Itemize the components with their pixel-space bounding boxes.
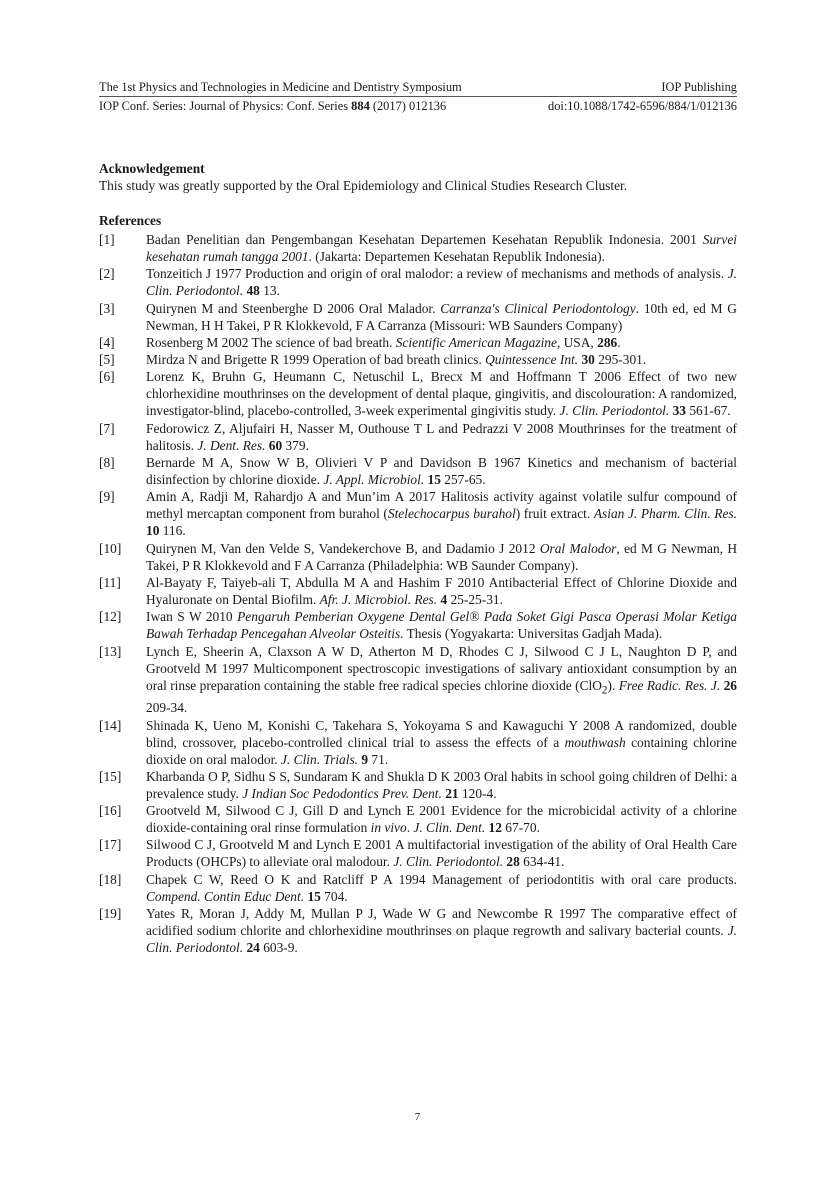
reference-segment: 257-65. — [440, 472, 486, 488]
reference-segment: 379. — [282, 437, 309, 453]
reference-segment: , ed M G Newman, H Takei, P R Klokkevold and F A Carranza (Philadelphia: WB Saunder Company). — [146, 540, 737, 573]
reference-italic-segment: Afr. J. Microbiol. Res. — [319, 591, 438, 607]
reference-segment: Shinada K, Ueno M, Konishi C, Takehara S, Yokoyama S and Kawaguchi Y 2008 A randomized, double blind, crossover, placebo-controlled clinical trial to assess the effects of a — [146, 717, 737, 750]
reference-segment: ) fruit extract. — [515, 506, 594, 522]
reference-text — [146, 609, 737, 641]
page-number: 7 — [414, 1111, 421, 1123]
reference-number: [6] — [99, 369, 115, 385]
reference-text — [146, 644, 737, 716]
reference-italic-segment: J. Clin. Periodontol. — [393, 854, 504, 870]
reference-italic-segment: J. Clin. Periodontol. — [559, 403, 670, 419]
reference-segment: Bernarde M A, Snow W B, Olivieri V P and Davidson B 1967 Kinetics and mechanism of bacterial disinfection by chlorine dioxide. — [146, 455, 737, 488]
reference-item — [99, 905, 737, 956]
reference-list — [99, 231, 737, 956]
running-header-bottom — [99, 98, 737, 114]
reference-text — [146, 266, 737, 298]
reference-segment: 634-41. — [519, 854, 565, 870]
reference-segment: . — [406, 820, 414, 836]
reference-number: [9] — [99, 489, 115, 505]
reference-item — [99, 231, 737, 265]
reference-item — [99, 334, 737, 351]
reference-italic-segment: Stelechocarpus burahol — [387, 506, 516, 522]
reference-segment: . Thesis (Yogyakarta: Universitas Gadjah Mada). — [400, 626, 663, 642]
reference-number: [8] — [99, 455, 115, 471]
reference-segment: . (Jakarta: Departemen Kesehatan Republik Indonesia). — [308, 249, 605, 264]
running-header-top — [99, 79, 737, 95]
reference-text — [146, 352, 646, 367]
reference-number: [3] — [99, 300, 115, 316]
reference-italic-segment: Scientific American Magazine — [395, 334, 557, 350]
publisher-name: IOP Publishing — [661, 80, 737, 94]
reference-volume: 10 — [146, 523, 160, 539]
reference-volume: 286 — [597, 334, 618, 350]
reference-italic-segment: Pengaruh Pemberian Oxygene Dental Gel® Pada Soket Gigi Pasca Operasi Molar Ketiga Bawah Terhadap Pencegahan Alveolar Osteitis — [146, 609, 737, 642]
reference-segment: Rosenberg M 2002 The science of bad breath. — [146, 334, 396, 350]
reference-segment: ). — [607, 677, 619, 693]
reference-item — [99, 802, 737, 836]
conference-name: The 1st Physics and Technologies in Medicine and Dentistry Symposium — [99, 80, 462, 94]
reference-segment: Iwan S W 2010 — [146, 609, 238, 625]
reference-segment: 209-34. — [146, 700, 188, 716]
reference-segment: Lorenz K, Bruhn G, Heumann C, Netuschil L, Brecx M and Hoffmann T 2006 Effect of two new chlorhexidine mouthrinses on the development of dental plaque, gingivitis, and discolouration: A randomized, investigator-blind, placebo-controlled, 3-week experimental gingivitis study. — [146, 369, 737, 419]
reference-volume: 15 — [427, 472, 441, 488]
reference-segment: Chapek C W, Reed O K and Ratcliff P A 1994 Management of periodontitis with oral care products. — [146, 871, 737, 887]
reference-italic-segment: J. Clin. Dent. — [413, 820, 486, 836]
acknowledgement-heading: Acknowledgement — [99, 161, 205, 176]
reference-item — [99, 454, 737, 488]
reference-volume: 30 — [581, 352, 595, 368]
reference-segment: 704. — [320, 888, 348, 904]
reference-number: [15] — [99, 768, 122, 784]
reference-item — [99, 643, 737, 717]
reference-italic-segment: Survei kesehatan rumah tangga 2001 — [146, 232, 737, 264]
reference-segment: Tonzeitich J 1977 Production and origin of oral malodor: a review of mechanisms and methods of analysis. — [146, 266, 728, 282]
subscript: 2 — [601, 684, 608, 697]
reference-italic-segment: Oral Malodor — [539, 540, 617, 556]
reference-segment: . 10th ed, ed M G Newman, H H Takei, P R Klokkevold, F A Carranza (Missouri: WB Saunders Company) — [146, 300, 737, 333]
reference-number: [18] — [99, 871, 122, 887]
reference-italic-segment: Asian J. Pharm. Clin. Res. — [593, 506, 737, 522]
reference-item — [99, 871, 737, 905]
series-volume: 884 — [351, 99, 370, 113]
reference-segment: 25-25-31. — [447, 591, 503, 607]
reference-segment: Quirynen M and Steenberghe D 2006 Oral Malador. — [146, 300, 441, 316]
reference-italic-segment: Compend. Contin Educ Dent. — [146, 888, 305, 904]
reference-item — [99, 540, 737, 574]
doi-link[interactable]: doi:10.1088/1742-6596/884/1/012136 — [548, 99, 737, 113]
reference-italic-segment: J Indian Soc Pedodontics Prev. Dent. — [242, 785, 442, 801]
series-prefix: IOP Conf. Series: Journal of Physics: Conf. Series — [99, 99, 352, 113]
reference-text — [146, 837, 737, 869]
acknowledgement-text: This study was greatly supported by the Oral Epidemiology and Clinical Studies Research Cluster. — [99, 178, 628, 193]
reference-text — [146, 421, 737, 453]
reference-item — [99, 768, 737, 802]
reference-volume: 33 — [672, 403, 686, 419]
reference-segment: 116. — [159, 523, 186, 539]
reference-volume: 9 — [361, 751, 369, 767]
reference-italic-segment: Carranza's Clinical Periodontology — [440, 300, 636, 316]
reference-segment: 603-9. — [259, 940, 298, 956]
reference-number: [14] — [99, 717, 122, 733]
reference-text — [146, 369, 737, 418]
reference-italic-segment: J. Clin. Trials. — [281, 751, 359, 767]
reference-segment: Silwood C J, Grootveld M and Lynch E 2001 A multifactorial investigation of the ability of Oral Health Care Products (OHCPs) to alleviate oral malodour. — [146, 837, 737, 870]
reference-item — [99, 608, 737, 642]
reference-text — [146, 335, 621, 350]
reference-item — [99, 574, 737, 608]
reference-segment: 561-67. — [685, 403, 731, 419]
reference-volume: 12 — [488, 820, 502, 836]
reference-segment: Kharbanda O P, Sidhu S S, Sundaram K and Shukla D K 2003 Oral habits in school going children of Delhi: a prevalence study. — [146, 768, 737, 801]
reference-number: [1] — [99, 232, 115, 247]
reference-item — [99, 836, 737, 870]
reference-text — [146, 301, 737, 333]
reference-segment: Quirynen M, Van den Velde S, Vandekerchove B, and Dadamio J 2012 — [146, 540, 540, 556]
reference-segment: Lynch E, Sheerin A, Claxson A W D, Atherton M D, Rhodes C J, Silwood C J L, Naughton D P, and Grootveld M 1997 Multicomponent spectroscopic investigations of salivary antioxidant consumption by an oral rinse preparation containing the stable free radical species chlorine dioxide (ClO — [146, 643, 737, 693]
reference-item — [99, 420, 737, 454]
reference-segment: Amin A, Radji M, Rahardjo A and Mun’im A 2017 Halitosis activity against volatile sulfur compound of methyl mercaptan component from burahol ( — [146, 489, 737, 522]
reference-italic-segment: Quintessence Int. — [485, 352, 579, 368]
reference-segment: Mirdza N and Brigette R 1999 Operation of bad breath clinics. — [146, 352, 486, 368]
reference-number: [12] — [99, 609, 122, 625]
reference-text — [146, 906, 737, 955]
reference-item — [99, 300, 737, 334]
reference-item — [99, 351, 737, 368]
reference-segment: 71. — [368, 751, 389, 767]
reference-segment: , USA, — [556, 334, 598, 350]
reference-text — [146, 489, 737, 538]
reference-italic-segment: in vivo — [370, 820, 407, 836]
reference-segment: 67-70. — [501, 820, 540, 836]
reference-number: [7] — [99, 420, 115, 436]
reference-item — [99, 488, 737, 539]
series-citation — [99, 98, 446, 114]
reference-volume: 60 — [268, 437, 283, 453]
reference-italic-segment: J. Appl. Microbiol. — [323, 472, 425, 488]
reference-item — [99, 717, 737, 768]
reference-text — [146, 769, 737, 801]
header-rule — [99, 96, 737, 97]
reference-number: [2] — [99, 266, 115, 282]
reference-item — [99, 265, 737, 299]
reference-number: [5] — [99, 352, 115, 368]
reference-number: [13] — [99, 643, 122, 659]
reference-text — [146, 575, 737, 607]
reference-number: [17] — [99, 837, 122, 853]
reference-volume: 24 — [246, 940, 260, 956]
references-heading: References — [99, 213, 162, 228]
reference-text — [146, 455, 737, 487]
reference-segment: Grootveld M, Silwood C J, Gill D and Lynch E 2001 Evidence for the microbicidal activity of a chlorine dioxide-containing oral rinse formulation — [146, 803, 737, 836]
reference-text — [146, 803, 737, 835]
reference-italic-segment: Free Radic. Res. J. — [618, 677, 721, 693]
reference-italic-segment: J. Clin. Periodontol. — [146, 923, 737, 956]
reference-segment: Al-Bayaty F, Taiyeb-ali T, Abdulla M A and Hashim F 2010 Antibacterial Effect of Chlorine Dioxide and Hyaluronate on Dental Biofilm. — [146, 574, 737, 607]
reference-text — [146, 872, 737, 904]
reference-item — [99, 368, 737, 419]
reference-number: [19] — [99, 906, 122, 922]
reference-segment: Yates R, Moran J, Addy M, Mullan P J, Wade W G and Newcombe R 1997 The comparative effect of acidified sodium chlorite and chlorhexidine mouthrinses on plaque regrowth and salivary bacterial counts. — [146, 906, 737, 939]
reference-italic-segment: mouthwash — [564, 734, 626, 750]
reference-number: [11] — [99, 574, 121, 590]
reference-volume: 28 — [506, 854, 520, 870]
reference-segment: 13. — [259, 283, 280, 299]
reference-segment: 120-4. — [458, 785, 497, 801]
reference-segment: 295-301. — [594, 352, 647, 368]
reference-segment: . — [617, 334, 621, 350]
reference-italic-segment: J. Dent. Res. — [197, 437, 266, 453]
reference-text — [146, 541, 737, 573]
reference-volume: 15 — [307, 888, 321, 904]
reference-number: [10] — [99, 540, 122, 556]
reference-volume: 48 — [246, 283, 260, 299]
reference-italic-segment: J. Clin. Periodontol. — [146, 266, 737, 299]
reference-text — [146, 718, 737, 767]
reference-segment: containing chlorine dioxide on oral malodor. — [146, 734, 737, 767]
reference-number: [16] — [99, 803, 122, 819]
reference-volume: 21 — [445, 785, 459, 801]
reference-segment: Badan Penelitian dan Pengembangan Kesehatan Departemen Kesehatan Republik Indonesia. 2001 — [146, 232, 703, 247]
reference-segment: Fedorowicz Z, Aljufairi H, Nasser M, Outhouse T L and Pedrazzi V 2008 Mouthrinses for the treatment of halitosis. — [146, 420, 737, 453]
reference-text — [146, 232, 737, 264]
series-suffix: (2017) 012136 — [369, 99, 447, 113]
reference-volume: 26 — [723, 677, 737, 693]
reference-number: [4] — [99, 334, 115, 350]
reference-volume: 4 — [440, 591, 448, 607]
